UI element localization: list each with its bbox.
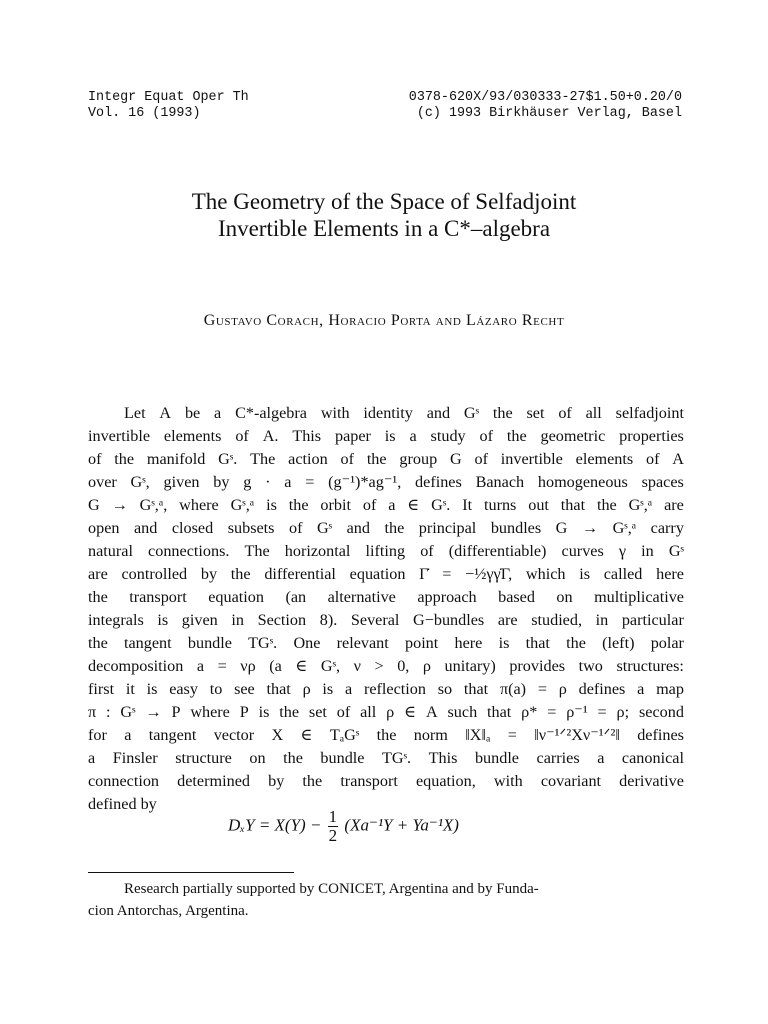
abstract	[88, 402, 684, 816]
abstract-line: invertible elements of A. This paper is a study of the geometric properties	[88, 427, 684, 445]
footnote-divider	[88, 872, 294, 873]
abstract-line: natural connections. The horizontal lifting of (differentiable) curves γ in Gˢ	[88, 542, 684, 560]
abstract-line: the transport equation (an alternative approach based on multiplicative	[88, 588, 684, 606]
one-half-fraction	[328, 808, 339, 845]
abstract-line: for a tangent vector X ∈ TₐGˢ the norm ‖X‖ₐ = ‖ν⁻¹ᐟ²Xν⁻¹ᐟ²‖ defines	[88, 726, 684, 744]
fraction-numerator: 1	[328, 807, 338, 826]
journal-name: Integr Equat Oper Th	[88, 90, 249, 105]
footnote-line-1-text: Research partially supported by CONICET, Argentina and by Funda-	[124, 881, 539, 897]
author-list: Gustavo Corach, Horacio Porta and Lázaro Recht	[203, 312, 565, 329]
journal-header	[88, 90, 682, 122]
covariant-derivative-equation	[228, 808, 459, 845]
abstract-line: are controlled by the differential equation Γ̇ = −½γγ̇Γ, which is called here	[88, 565, 684, 583]
header-left	[88, 90, 249, 122]
header-right	[409, 90, 682, 122]
equation-rhs: (Xa⁻¹Y + Ya⁻¹X)	[344, 815, 459, 835]
abstract-line: integrals is given in Section 8). Several G−bundles are studied, in particular	[88, 611, 684, 629]
abstract-line: over Gˢ, given by g · a = (g⁻¹)*ag⁻¹, defines Banach homogeneous spaces	[88, 473, 684, 491]
abstract-line: of the manifold Gˢ. The action of the group G of invertible elements of A	[88, 450, 684, 468]
footnote-line-1	[88, 878, 684, 900]
abstract-line: decomposition a = νρ (a ∈ Gˢ, ν > 0, ρ unitary) provides two structures:	[88, 657, 684, 675]
abstract-line: π : Gˢ → P where P is the set of all ρ ∈ A such that ρ* = ρ⁻¹ = ρ; second	[88, 703, 684, 721]
abstract-line: defined by	[88, 795, 157, 813]
equation-lhs: DₓY = X(Y) −	[228, 815, 322, 835]
footnote	[88, 878, 684, 922]
journal-volume: Vol. 16 (1993)	[88, 106, 201, 121]
title-line-1: The Geometry of the Space of Selfadjoint	[191, 189, 577, 214]
article-code: 0378-620X/93/030333-27$1.50+0.20/0	[408, 90, 682, 105]
copyright-line: (c) 1993 Birkhäuser Verlag, Basel	[416, 106, 682, 121]
abstract-line: G → Gˢ,ᵃ, where Gˢ,ᵃ is the orbit of a ∈ Gˢ. It turns out that the Gˢ,ᵃ are	[88, 496, 684, 514]
abstract-line: open and closed subsets of Gˢ and the principal bundles G → Gˢ,ᵃ carry	[88, 519, 684, 537]
abstract-line: a Finsler structure on the bundle TGˢ. This bundle carries a canonical	[88, 749, 684, 767]
abstract-line: Let A be a C*-algebra with identity and Gˢ the set of all selfadjoint	[124, 404, 684, 422]
abstract-line: the tangent bundle TGˢ. One relevant point here is that the (left) polar	[88, 634, 684, 652]
fraction-denominator: 2	[328, 826, 338, 845]
footnote-line-2: cion Antorchas, Argentina.	[88, 903, 249, 919]
paper-title	[0, 188, 768, 242]
abstract-line: connection determined by the transport equation, with covariant derivative	[88, 772, 684, 790]
title-line-2: Invertible Elements in a C*–algebra	[217, 216, 551, 241]
abstract-line: first it is easy to see that ρ is a reflection so that π(a) = ρ defines a map	[88, 680, 684, 698]
